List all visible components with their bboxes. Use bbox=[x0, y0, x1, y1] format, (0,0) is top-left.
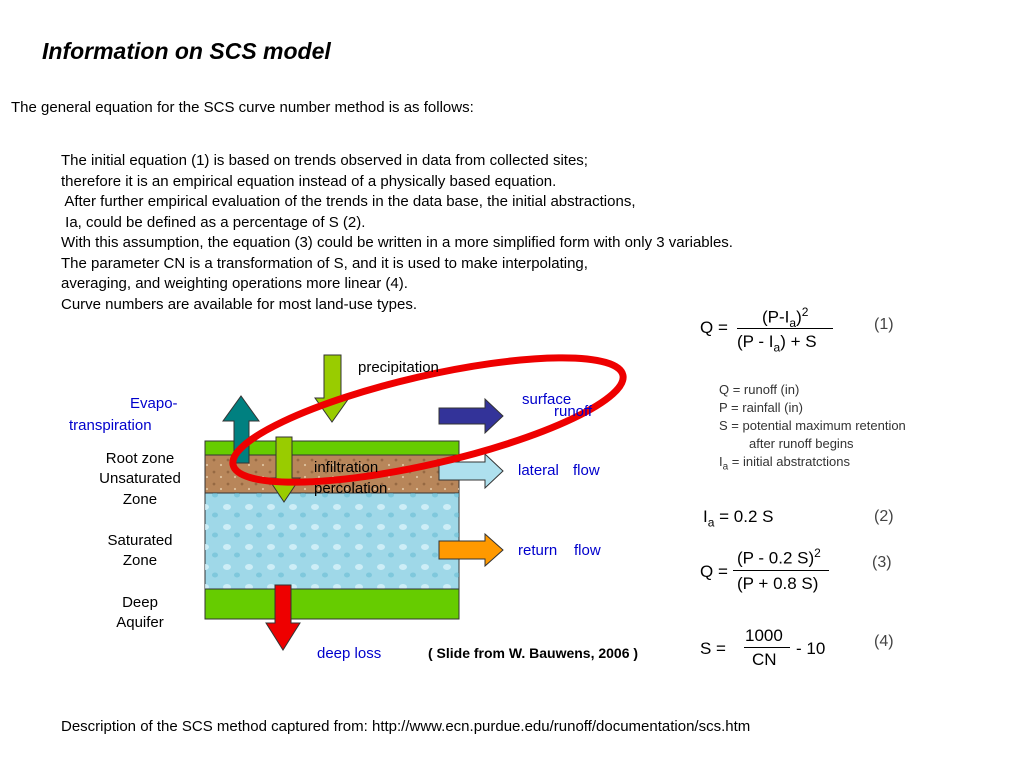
def-p: P = rainfall (in) bbox=[719, 400, 803, 415]
zone-aquifer-label: Aquifer bbox=[116, 614, 164, 631]
eq1-denominator: $(P - I_a) + S$ bbox=[737, 332, 817, 355]
percolation-label: percolation bbox=[314, 480, 388, 497]
surface-runoff-arrow bbox=[439, 399, 503, 433]
eq1-fraction-bar bbox=[737, 328, 833, 329]
surface-label: surface bbox=[522, 391, 572, 408]
eq4-fraction-bar bbox=[744, 647, 790, 648]
eq4-number: (4) bbox=[874, 633, 894, 650]
paragraph-line: Curve numbers are available for most land-use types. bbox=[61, 295, 418, 313]
paragraph-line: With this assumption, the equation (3) could be written in a more simplified form with only 3 variables. bbox=[61, 234, 733, 251]
def-s-cont: after runoff begins bbox=[749, 436, 854, 451]
zone-label: Zone bbox=[122, 552, 158, 569]
precipitation-arrow bbox=[315, 355, 349, 422]
return-label: return bbox=[518, 542, 558, 559]
eq4-denominator: CN bbox=[752, 650, 777, 669]
page-title: Information on SCS model bbox=[42, 38, 331, 64]
slide-credit: ( Slide from W. Bauwens, 2006 ) bbox=[428, 645, 639, 661]
saturated-texture bbox=[205, 493, 459, 589]
lateral-label: lateral bbox=[518, 462, 559, 479]
precipitation-label: precipitation bbox=[358, 359, 439, 376]
evapo-label: Evapo- bbox=[130, 395, 178, 412]
source-description: Description of the SCS method captured from: http://www.ecn.purdue.edu/runoff/documentation/scs.htm bbox=[61, 718, 751, 735]
def-q: Q = runoff (in) bbox=[719, 382, 800, 397]
zone-unsaturated-label: Unsaturated bbox=[99, 470, 181, 487]
zone-deep-label: Deep bbox=[122, 594, 158, 611]
paragraph-line: After further empirical evaluation of the trends in the data base, the initial abstractions, bbox=[61, 193, 636, 210]
eq1-q: Q = bbox=[700, 318, 728, 337]
eq3-fraction-bar bbox=[733, 570, 829, 571]
paragraph-line: The initial equation (1) is based on trends observed in data from collected sites; bbox=[61, 152, 588, 169]
lateral-flow-label: flow bbox=[573, 462, 600, 479]
eq2: $I_a = 0.2$ S bbox=[703, 507, 774, 530]
eq4-s: S = bbox=[700, 639, 726, 658]
eq3-number: (3) bbox=[872, 554, 892, 571]
paragraph-line: averaging, and weighting operations more linear (4). bbox=[61, 275, 408, 292]
eq3-denominator: (P + 0.8 S) bbox=[737, 574, 819, 593]
zone-saturated-label: Saturated bbox=[107, 532, 173, 549]
transpiration-label: transpiration bbox=[69, 417, 152, 434]
eq2-number: (2) bbox=[874, 508, 894, 525]
paragraph-line: Ia, could be defined as a percentage of S (2). bbox=[61, 213, 366, 231]
deep-aquifer-layer bbox=[205, 589, 459, 619]
def-s: S = potential maximum retention bbox=[719, 418, 906, 433]
eq3-q: Q = bbox=[700, 562, 728, 581]
return-flow-label: flow bbox=[574, 542, 601, 559]
paragraph-line: therefore it is an empirical equation instead of a physically based equation. bbox=[61, 172, 557, 190]
intro-text: The general equation for the SCS curve number method is as follows: bbox=[11, 99, 474, 116]
eq1-number: (1) bbox=[874, 316, 894, 333]
runoff-label: runoff bbox=[554, 403, 593, 420]
infiltration-label: infiltration bbox=[314, 459, 379, 476]
eq3-numerator: (P - 0.2 S)$^2$ bbox=[737, 546, 821, 568]
eq1-numerator: $(P-I_a)^2$ bbox=[762, 305, 809, 331]
zone-root-label: Root zone bbox=[105, 450, 175, 467]
deep-loss-label: deep loss bbox=[317, 645, 382, 662]
eq4-rest: - 10 bbox=[796, 639, 826, 658]
def-ia: $I_a$ = initial abstratctions bbox=[719, 454, 850, 473]
paragraph-line: The parameter CN is a transformation of S, and it is used to make interpolating, bbox=[61, 254, 588, 272]
eq4-numerator: 1000 bbox=[745, 626, 783, 645]
zone-label: Zone bbox=[122, 491, 158, 508]
